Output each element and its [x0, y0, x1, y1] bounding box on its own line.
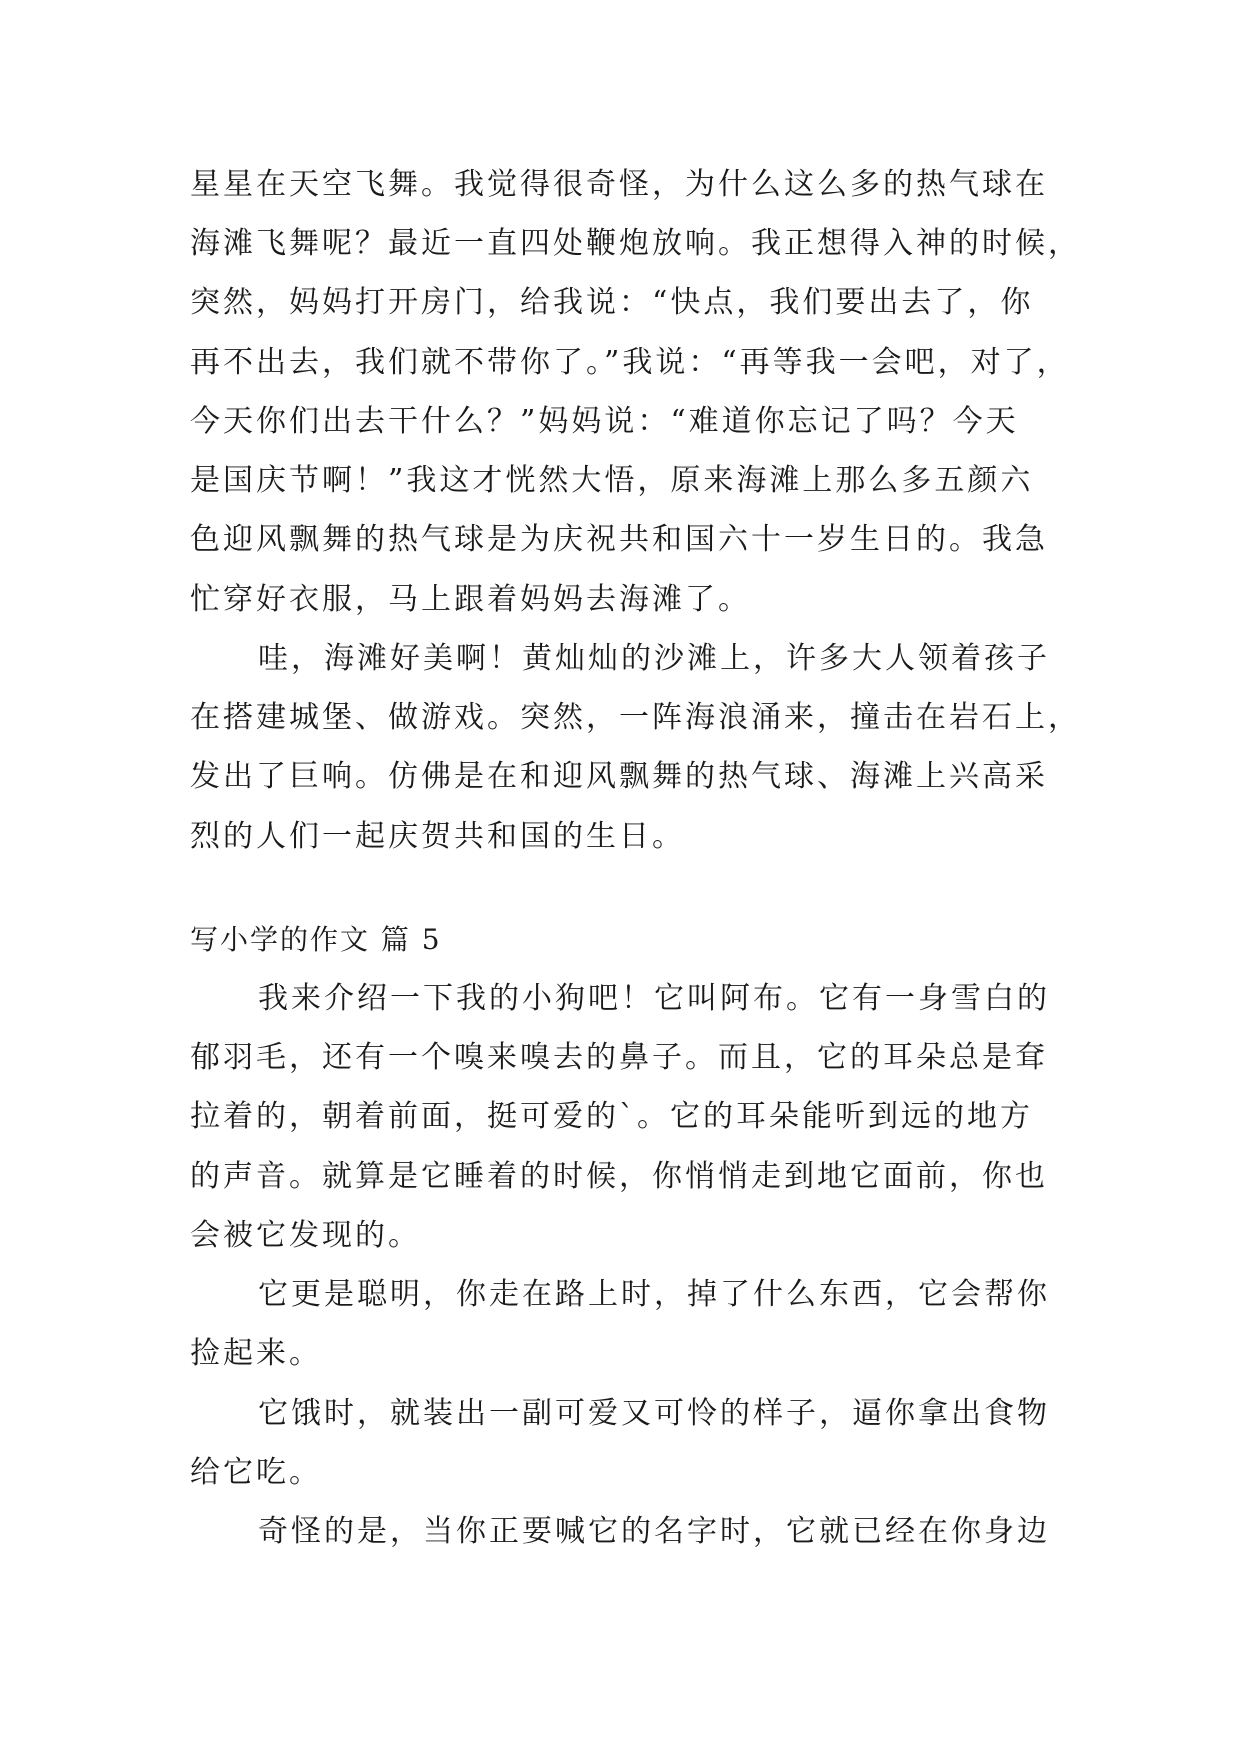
- section-heading: 写小学的作文 篇 5: [190, 923, 442, 956]
- paragraph-line: 星星在天空飞舞。我觉得很奇怪，为什么这么多的热气球在: [190, 167, 1048, 202]
- paragraph-line: 郁羽毛，还有一个嗅来嗅去的鼻子。而且，它的耳朵总是耷: [190, 1040, 1048, 1075]
- paragraph-line: 烈的人们一起庆贺共和国的生日。: [190, 819, 685, 854]
- paragraph-line: 我来介绍一下我的小狗吧！它叫阿布。它有一身雪白的: [258, 981, 1050, 1016]
- paragraph-line: 捡起来。: [190, 1336, 322, 1371]
- paragraph-line: 奇怪的是，当你正要喊它的名字时，它就已经在你身边: [258, 1514, 1050, 1549]
- paragraph-line: 哇，海滩好美啊！黄灿灿的沙滩上，许多大人领着孩子: [258, 641, 1050, 676]
- paragraph-line: 色迎风飘舞的热气球是为庆祝共和国六十一岁生日的。我急: [190, 522, 1048, 557]
- paragraph-line: 的声音。就算是它睡着的时候，你悄悄走到地它面前，你也: [190, 1159, 1048, 1194]
- paragraph-line: 是国庆节啊！”我这才恍然大悟，原来海滩上那么多五颜六: [190, 463, 1034, 498]
- paragraph-line: 给它吃。: [190, 1455, 322, 1490]
- paragraph-line: 在搭建城堡、做游戏。突然，一阵海浪涌来，撞击在岩石上，: [190, 700, 1081, 735]
- paragraph-line: 拉着的，朝着前面，挺可爱的`。它的耳朵能听到远的地方: [190, 1099, 1033, 1134]
- paragraph-line: 今天你们出去干什么？”妈妈说：“难道你忘记了吗？今天: [190, 404, 1019, 439]
- paragraph-line: 发出了巨响。仿佛是在和迎风飘舞的热气球、海滩上兴高采: [190, 759, 1048, 794]
- paragraph-line: 海滩飞舞呢？最近一直四处鞭炮放响。我正想得入神的时候，: [190, 226, 1081, 261]
- paragraph-line: 突然，妈妈打开房门，给我说：“快点，我们要出去了，你: [190, 285, 1034, 320]
- paragraph-line: 会被它发现的。: [190, 1218, 421, 1253]
- paragraph-line: 它更是聪明，你走在路上时，掉了什么东西，它会帮你: [258, 1277, 1050, 1312]
- paragraph-line: 再不出去，我们就不带你了。”我说：“再等我一会吧，对了，: [190, 345, 1070, 380]
- paragraph-line: 它饿时，就装出一副可爱又可怜的样子，逼你拿出食物: [258, 1396, 1050, 1431]
- paragraph-line: 忙穿好衣服，马上跟着妈妈去海滩了。: [190, 582, 751, 617]
